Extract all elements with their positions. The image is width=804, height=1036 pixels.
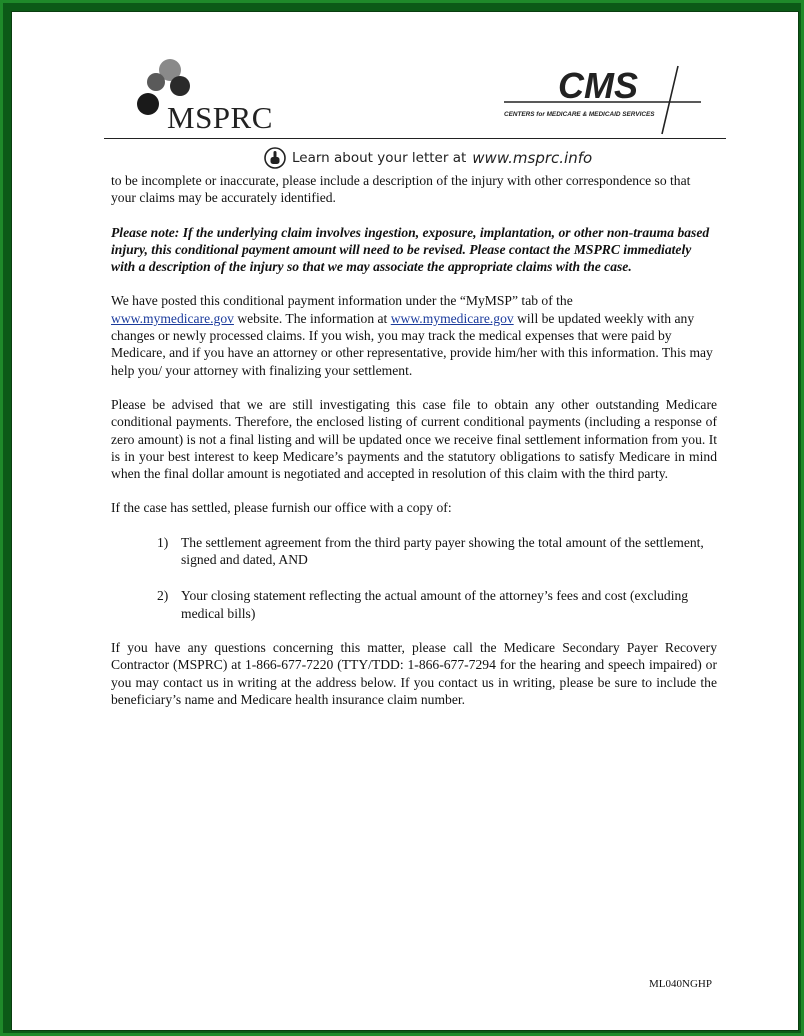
cms-logo-text: CMS <box>558 65 638 106</box>
pointing-hand-icon <box>264 147 286 169</box>
header-divider <box>104 138 726 139</box>
paragraph-settled: If the case has settled, please furnish our office with a copy of: <box>111 500 452 516</box>
list-item <box>157 534 717 569</box>
settlement-document-list <box>111 534 717 622</box>
paragraph-investigation: Please be advised that we are still investigating this case file to obtain any other outstanding Medicare conditional payments. Therefore, the enclosed listing of current conditional payments (including a response of zero amount) is not a final listing and will be updated once we receive final settlement information from you. It is in your best interest to keep Medicare’s payments and the statutory obligations to satisfy Medicare in mind when the final dollar amount is negotiated and accepted in resolution of this claim with the third party. <box>111 396 717 482</box>
mymsp-text-b: website. The information at <box>233 310 391 326</box>
paragraph-mymsp <box>111 292 717 378</box>
paragraph-questions: If you have any questions concerning this matter, please call the Medicare Secondary Payer Recovery Contractor (MSPRC) at 1-866-677-7220 (TTY/TDD: 1-866-677-7294 for the hearing and speech impaired) or you may contact us in writing at the address below. If you contact us in writing, please be sure to include the beneficiary’s name and Medicare health insurance claim number. <box>111 639 717 707</box>
mymedicare-link-1[interactable]: www.mymedicare.gov <box>111 310 234 326</box>
msprc-website-link[interactable]: www.msprc.info <box>472 149 593 167</box>
list-item-text: Your closing statement reflecting the actual amount of the attorney’s fees and cost (excluding medical bills) <box>181 588 689 621</box>
mymsp-text-a: We have posted this conditional payment information under the “MyMSP” tab of the <box>111 293 573 309</box>
cms-tagline: CENTERS for MEDICARE & MEDICAID SERVICES <box>504 111 655 118</box>
form-code: ML040NGHP <box>649 978 712 990</box>
msprc-logo-text: MSPRC <box>167 100 273 135</box>
letter-body <box>111 172 717 708</box>
list-item-number: 1) <box>157 534 169 550</box>
paragraph-intro: to be incomplete or inaccurate, please include a description of the injury with other correspondence so that your claims may be accurately identified. <box>111 173 691 206</box>
cms-logo-icon <box>496 60 711 140</box>
letter-page <box>11 11 799 1031</box>
list-item <box>157 587 717 622</box>
mymsp-text-c: will be updated weekly with any changes or newly processed claims. If you wish, you may track the medical expenses that were paid by Medicare, and if you have an attorney or other representative, provide him/her with this information. This may help you/ your attorney with finalizing your settlement. <box>111 310 713 378</box>
paragraph-note: Please note: If the underlying claim involves ingestion, exposure, implantation, or other non-trauma based injury, this conditional payment amount will need to be revised. Please contact the MSPRC immediately with a description of the injury so that we may associate the appropriate claims with the case. <box>111 224 710 275</box>
learn-about-letter <box>264 146 592 170</box>
mymedicare-link-2[interactable]: www.mymedicare.gov <box>390 310 514 326</box>
list-item-number: 2) <box>157 588 169 604</box>
list-item-text: The settlement agreement from the third party payer showing the total amount of the settlement, signed and dated, AND <box>181 534 704 568</box>
learn-label: Learn about your letter at <box>292 150 467 166</box>
